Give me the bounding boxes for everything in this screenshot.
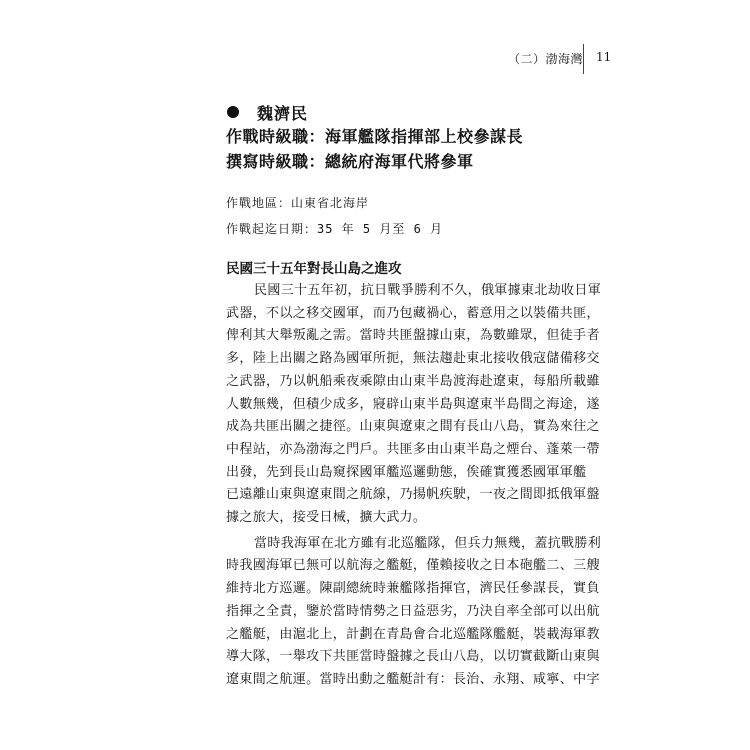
paragraph-line: 已遠離山東與遼東間之航線，乃揚帆疾駛，一夜之間即抵俄軍盤: [226, 487, 600, 503]
article-heading: 民國三十五年對長山島之進攻: [226, 261, 402, 277]
paragraph-line: 遼東間之航運。當時出動之艦艇計有：長治、永翔、咸寧、中字: [226, 671, 600, 687]
paragraph-line: 多，陸上出關之路為國軍所扼，無法趨赴東北接收俄寇儲備移交: [226, 351, 600, 367]
writing-rank: 撰寫時級職：總統府海軍代將參軍: [226, 152, 474, 171]
operation-meta: [226, 190, 443, 242]
paragraph-line: 成為共匪出關之捷徑。山東與遼東之間有長山八島，實為來往之: [226, 419, 600, 435]
page-number: 11: [596, 50, 612, 64]
paragraph-line: 導大隊，一舉攻下共匪當時盤據之長山八島，以切實截斷山東與: [226, 649, 600, 665]
paragraph-line: 時我國海軍已無可以航海之艦艇，僅賴接收之日本砲艦二、三艘: [226, 558, 600, 574]
author-line: [226, 100, 586, 124]
wartime-rank: 作戰時級職：海軍艦隊指揮部上校參謀長: [226, 127, 524, 146]
paragraph-line: 中程站，亦為渤海之門戶。共匪多由山東半島之煙台、蓬萊一帶: [226, 441, 600, 457]
paragraph-line: 武器，不以之移交國軍，而乃包藏禍心，蓄意用之以裝備共匪，: [226, 305, 600, 321]
paragraph: [226, 533, 602, 692]
bullet-icon: [227, 106, 239, 118]
paragraph-line: 之艦艇，由滬北上，計劃在青島會合北巡艦隊艦艇，裝載海軍教: [226, 626, 600, 642]
author-name: 魏濟民: [257, 103, 309, 123]
running-header: [0, 44, 750, 74]
paragraph: [226, 280, 602, 530]
paragraph-line: 當時我海軍在北方雖有北巡艦隊，但兵力無幾，蓋抗戰勝利: [254, 535, 602, 551]
author-block: [226, 100, 586, 174]
header-section-title: （二）渤海灣: [508, 52, 584, 66]
paragraph-line: 人數無幾，但積少成多，寢辟山東半島與遼東半島間之海途，遂: [226, 396, 600, 412]
paragraph-line: 民國三十五年初，抗日戰爭勝利不久，俄軍據東北劫收日軍: [254, 283, 602, 298]
operation-area: 作戰地區：山東省北海岸: [226, 196, 370, 210]
paragraph-line: 俾利其大舉叛亂之需。當時共匪盤據山東，為數雖眾，但徒手者: [226, 328, 600, 344]
paragraph-line: 據之旅大，接受日械，擴大武力。: [226, 510, 427, 526]
article-body: [226, 258, 602, 692]
header-divider: [583, 44, 584, 74]
paragraph-line: 指揮之全責，鑒於當時情勢之日益惡劣，乃決自率全部可以出航: [226, 603, 600, 619]
paragraph-line: 之武器，乃以帆船乘夜乘隙由山東半島渡海赴遼東，每船所載雖: [226, 373, 600, 389]
paragraph-line: 維持北方巡邏。陳副總統時兼艦隊指揮官，濟民任參謀長，實負: [226, 581, 600, 597]
paragraph-line: 出發，先到長山島窺探國軍艦巡邏動態，俟確實獲悉國軍軍艦: [226, 464, 587, 480]
operation-dates: 作戰起迄日期：35 年 5 月至 6 月: [226, 222, 444, 236]
